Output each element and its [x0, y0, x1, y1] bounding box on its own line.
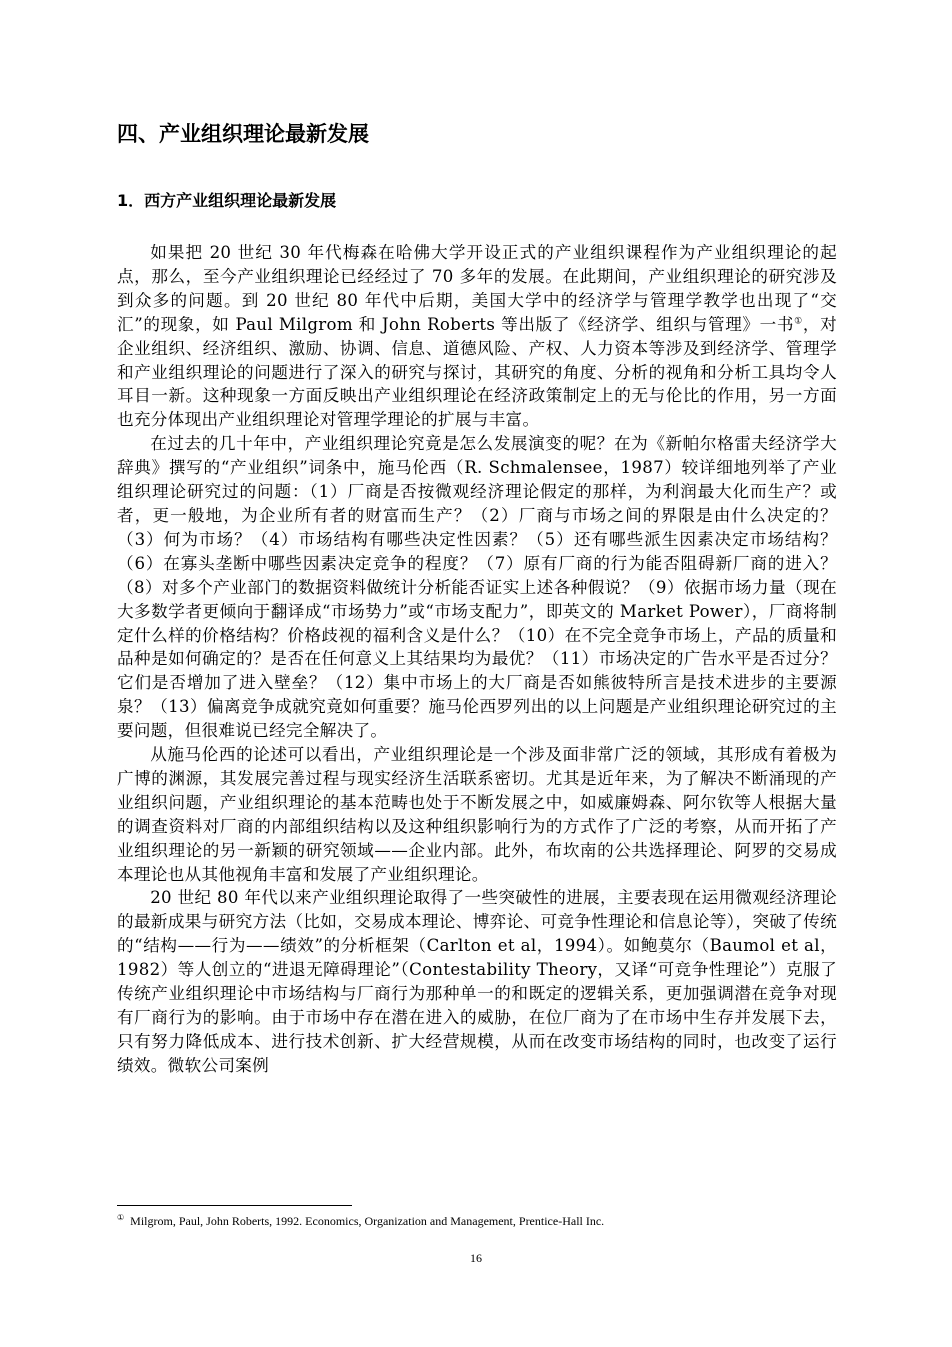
page-number: 16	[470, 1251, 482, 1265]
footnote-reference: ①	[794, 316, 803, 327]
footnote-text: Milgrom, Paul, John Roberts, 1992. Economics, Organization and Management, Prentice-Hall Inc.	[130, 1214, 605, 1228]
footnote-divider	[117, 1205, 352, 1206]
footnote	[117, 1212, 837, 1230]
body-text	[117, 241, 837, 1078]
paragraph-4: 20 世纪 80 年代以来产业组织理论取得了一些突破性的进展，主要表现在运用微观经济理论的最新成果与研究方法（比如，交易成本理论、博弈论、可竞争性理论和信息论等），突破了传统的“结构——行为——绩效”的分析框架（Carlton et al，1994）。如鲍莫尔（Baumol et al，1982）等人创立的“进退无障碍理论”（Contestability Theory，又译“可竞争性理论”）克服了传统产业组织理论中市场结构与厂商行为那种单一的和既定的逻辑关系，更加强调潜在竞争对现有厂商行为的影响。由于市场中存在潜在进入的威胁，在位厂商为了在市场中生存并发展下去，只有努力降低成本、进行技术创新、扩大经营规模，从而在改变市场结构的同时，也改变了运行绩效。微软公司案例	[117, 888, 837, 1075]
section-title: 四、产业组织理论最新发展	[117, 122, 369, 146]
paragraph-1	[117, 241, 837, 432]
footnote-mark: ①	[117, 1213, 125, 1222]
paragraph-2: 在过去的几十年中，产业组织理论究竟是怎么发展演变的呢？在为《新帕尔格雷夫经济学大辞典》撰写的“产业组织”词条中，施马伦西（R. Schmalensee，1987）较详细地列举了产业组织理论研究过的问题：（1）厂商是否按微观经济理论假定的那样，为利润最大化而生产？或者，更一般地，为企业所有者的财富而生产？（2）厂商与市场之间的界限是由什么决定的？（3）何为市场？（4）市场结构有哪些决定性因素？（5）还有哪些派生因素决定市场结构？（6）在寡头垄断中哪些因素决定竞争的程度？（7）原有厂商的行为能否阻碍新厂商的进入？（8）对多个产业部门的数据资料做统计分析能否证实上述各种假说？（9）依据市场力量（现在大多数学者更倾向于翻译成“市场势力”或“市场支配力”，即英文的 Market Power），厂商将制定什么样的价格结构？价格歧视的福利含义是什么？（10）在不完全竞争市场上，产品的质量和品种是如何确定的？是否在任何意义上其结果均为最优？（11）市场决定的广告水平是否过分？它们是否增加了进入壁垒？（12）集中市场上的大厂商是否如熊彼特所言是技术进步的主要源泉？（13）偏离竞争成就究竟如何重要？施马伦西罗列出的以上问题是产业组织理论研究过的主要问题，但很难说已经完全解决了。	[117, 434, 837, 741]
subsection-title: 1．西方产业组织理论最新发展	[117, 191, 337, 210]
paragraph-1-text-after: ，对企业组织、经济组织、激励、协调、信息、道德风险、产权、人力资本等涉及到经济学、管理学和产业组织理论的问题进行了深入的研究与探讨，其研究的角度、分析的视角和分析工具均令人耳目一新。这种现象一方面反映出产业组织理论在经济政策制定上的无与伦比的作用，另一方面也充分体现出产业组织理论对管理学理论的扩展与丰富。	[117, 314, 838, 430]
paragraph-3: 从施马伦西的论述可以看出，产业组织理论是一个涉及面非常广泛的领域，其形成有着极为广博的渊源，其发展完善过程与现实经济生活联系密切。尤其是近年来，为了解决不断涌现的产业组织问题，产业组织理论的基本范畴也处于不断发展之中，如威廉姆森、阿尔钦等人根据大量的调查资料对厂商的内部组织结构以及这种组织影响行为的方式作了广泛的考察，从而开拓了产业组织理论的另一新颖的研究领域——企业内部。此外，布坎南的公共选择理论、阿罗的交易成本理论也从其他视角丰富和发展了产业组织理论。	[117, 745, 837, 884]
paragraph-1-text-before: 如果把 20 世纪 30 年代梅森在哈佛大学开设正式的产业组织课程作为产业组织理论的起点，那么，至今产业组织理论已经经过了 70 多年的发展。在此期间，产业组织理论的研究涉及到众多的问题。到 20 世纪 80 年代中后期，美国大学中的经济学与管理学教学也出现了“交汇”的现象，如 Paul Milgrom 和 John Roberts 等出版了《经济学、组织与管理》一书	[117, 243, 837, 334]
